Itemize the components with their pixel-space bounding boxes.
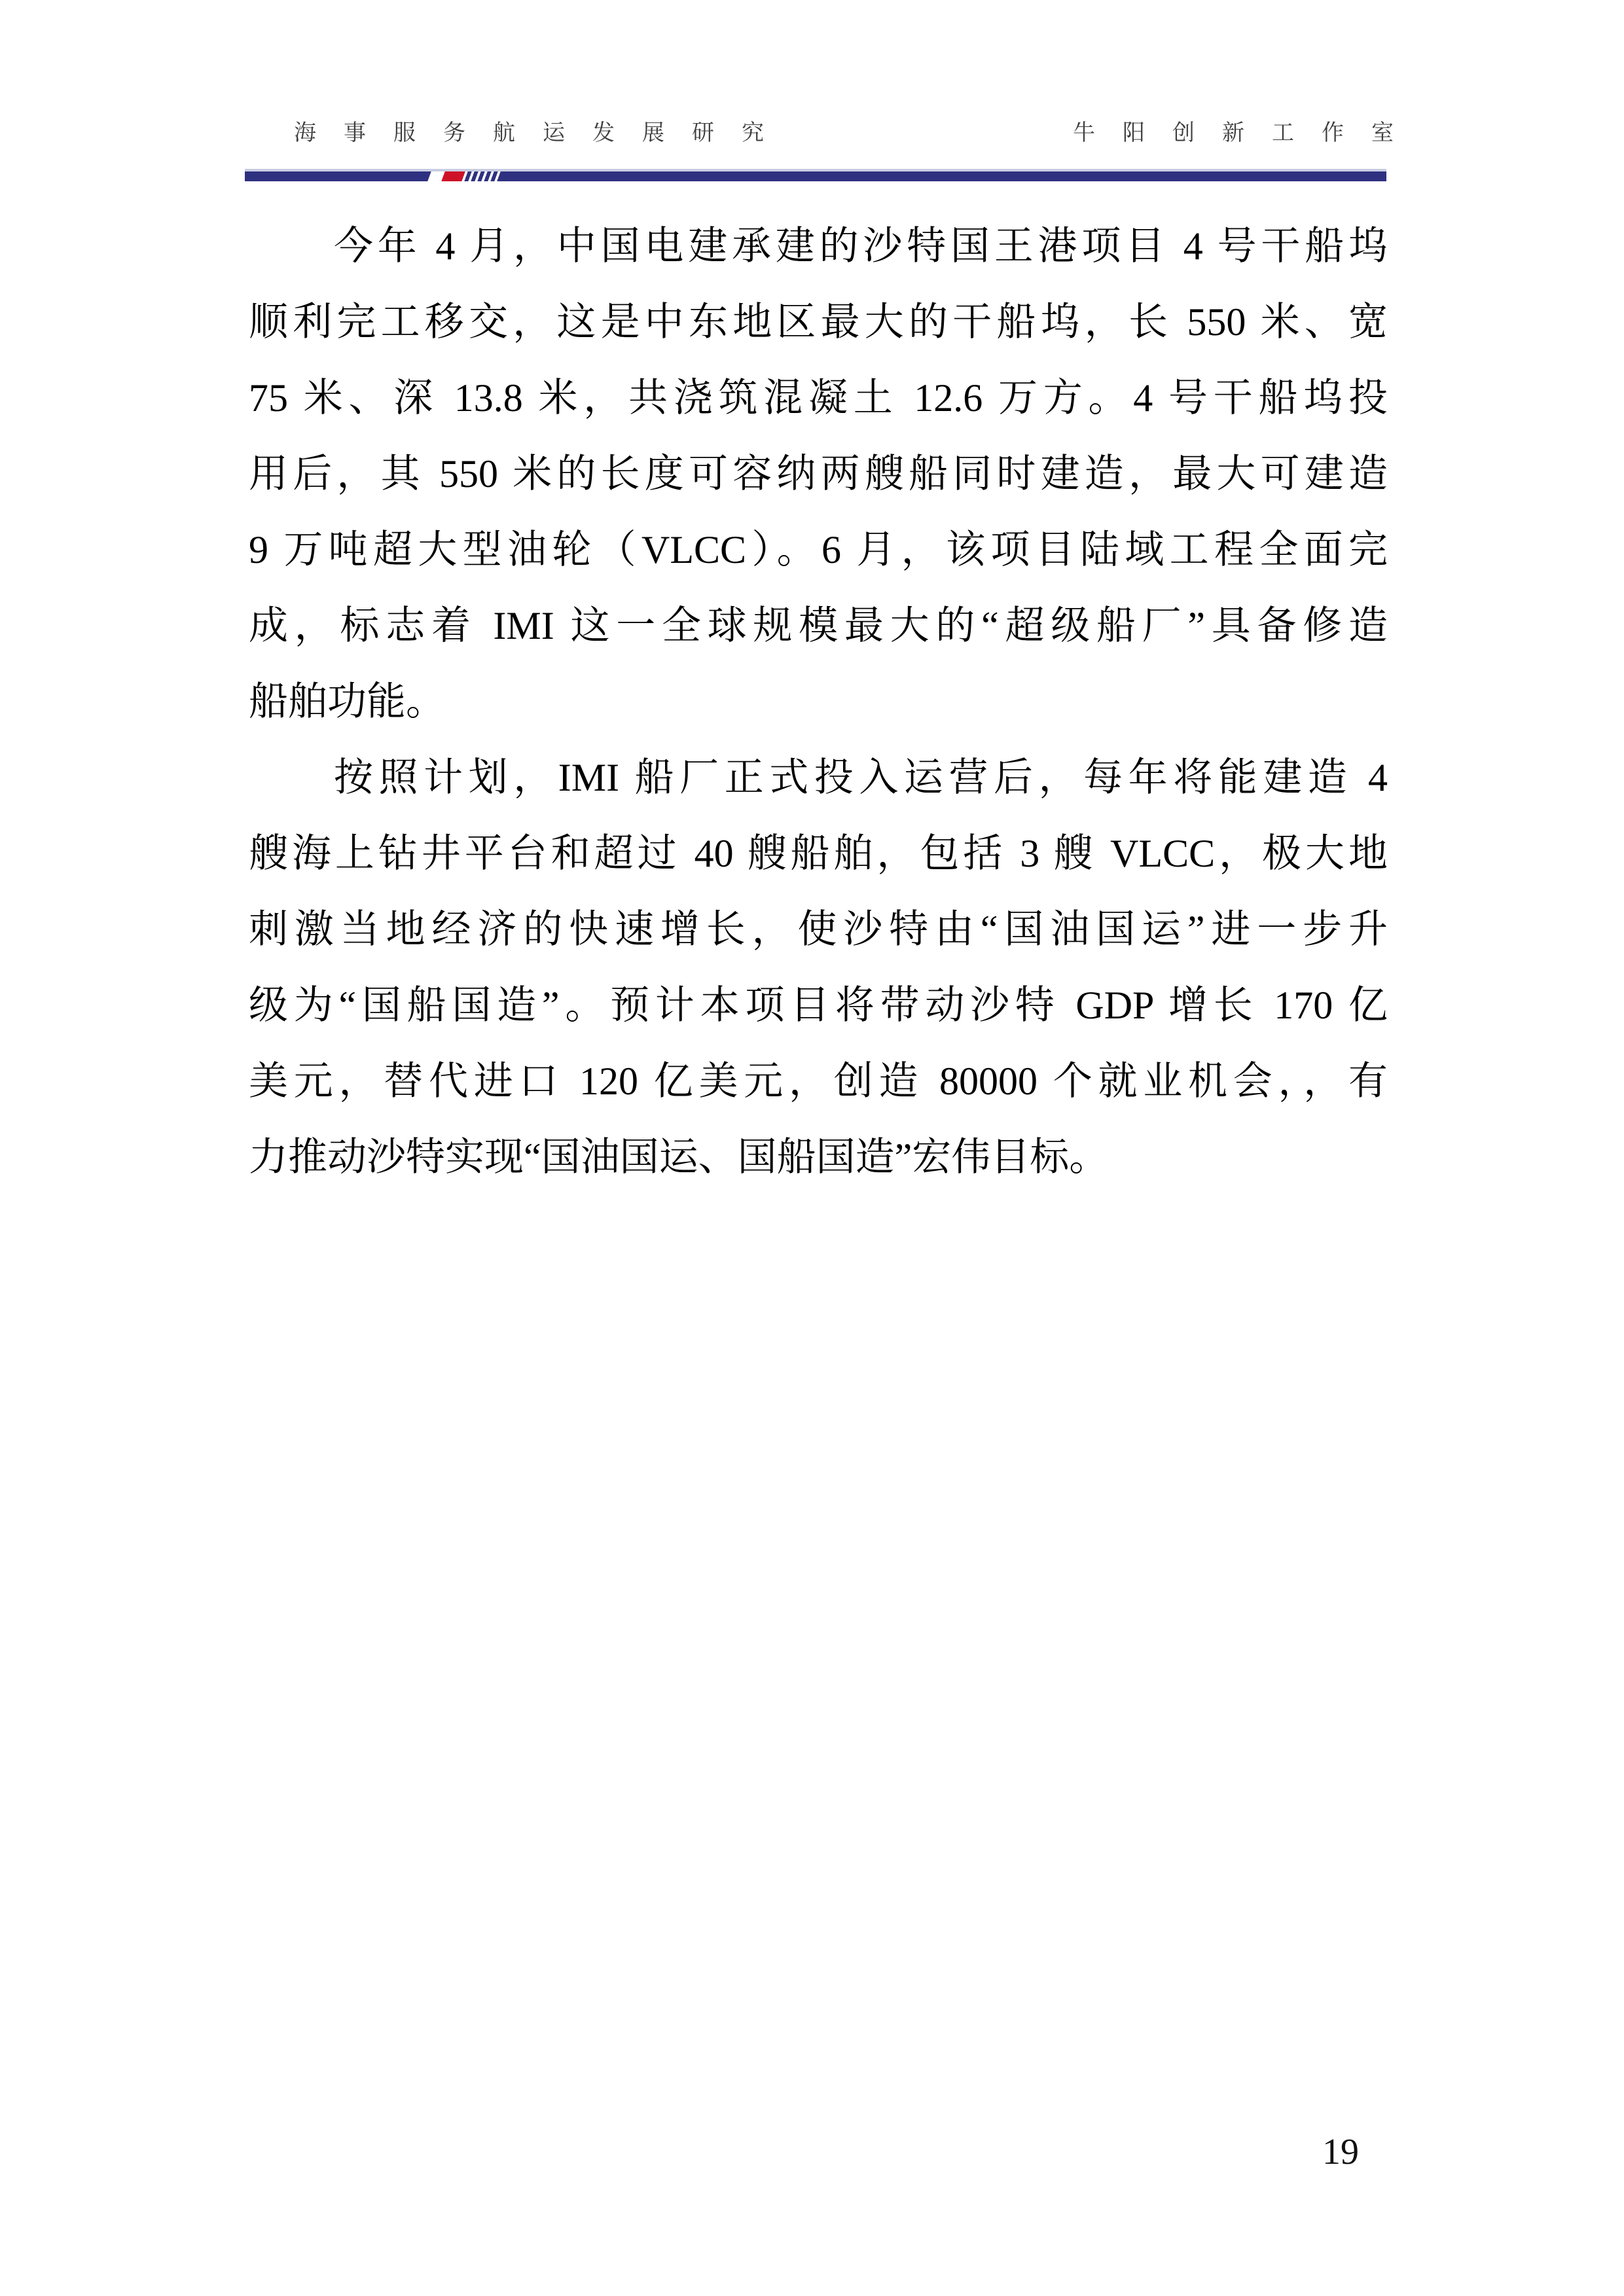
text-line: 艘海上钻井平台和超过 40 艘船舶，包括 3 艘 VLCC，极大地 [249, 832, 1388, 875]
text-line: 美元，替代进口 120 亿美元，创造 80000 个就业机会，，有 [249, 1060, 1388, 1103]
text-line: 刺激当地经济的快速增长，使沙特由“国油国运”进一步升 [249, 908, 1388, 951]
document-body [249, 208, 1388, 1195]
page-number: 19 [1322, 2132, 1359, 2172]
paragraph-1 [249, 208, 1388, 740]
header-right-title: 牛阳创新工作室 [1073, 121, 1421, 145]
header-left-title: 海事服务航运发展研究 [294, 121, 791, 145]
text-line: 9 万吨超大型油轮（VLCC）。6 月，该项目陆域工程全面完 [249, 528, 1388, 571]
text-line: 顺利完工移交，这是中东地区最大的干船坞，长 550 米、宽 [249, 300, 1388, 344]
page-header [294, 120, 1421, 147]
text-line: 75 米、深 13.8 米，共浇筑混凝土 12.6 万方。4 号干船坞投 [249, 376, 1388, 420]
paragraph-2 [249, 740, 1388, 1195]
text-line: 按照计划，IMI 船厂正式投入运营后，每年将能建造 4 [334, 756, 1388, 799]
text-line: 成，标志着 IMI 这一全球规模最大的“超级船厂”具备修造 [249, 604, 1388, 647]
text-line: 力推动沙特实现“国油国运、国船国造”宏伟目标。 [249, 1136, 1109, 1179]
text-line: 级为“国船国造”。预计本项目将带动沙特 GDP 增长 170 亿 [249, 984, 1388, 1027]
text-line: 今年 4 月，中国电建承建的沙特国王港项目 4 号干船坞 [334, 224, 1388, 268]
rule-decoration-stripes [461, 171, 500, 181]
header-rule [245, 169, 1386, 181]
text-line: 船舶功能。 [249, 680, 445, 723]
text-line: 用后，其 550 米的长度可容纳两艘船同时建造，最大可建造 [249, 452, 1388, 495]
